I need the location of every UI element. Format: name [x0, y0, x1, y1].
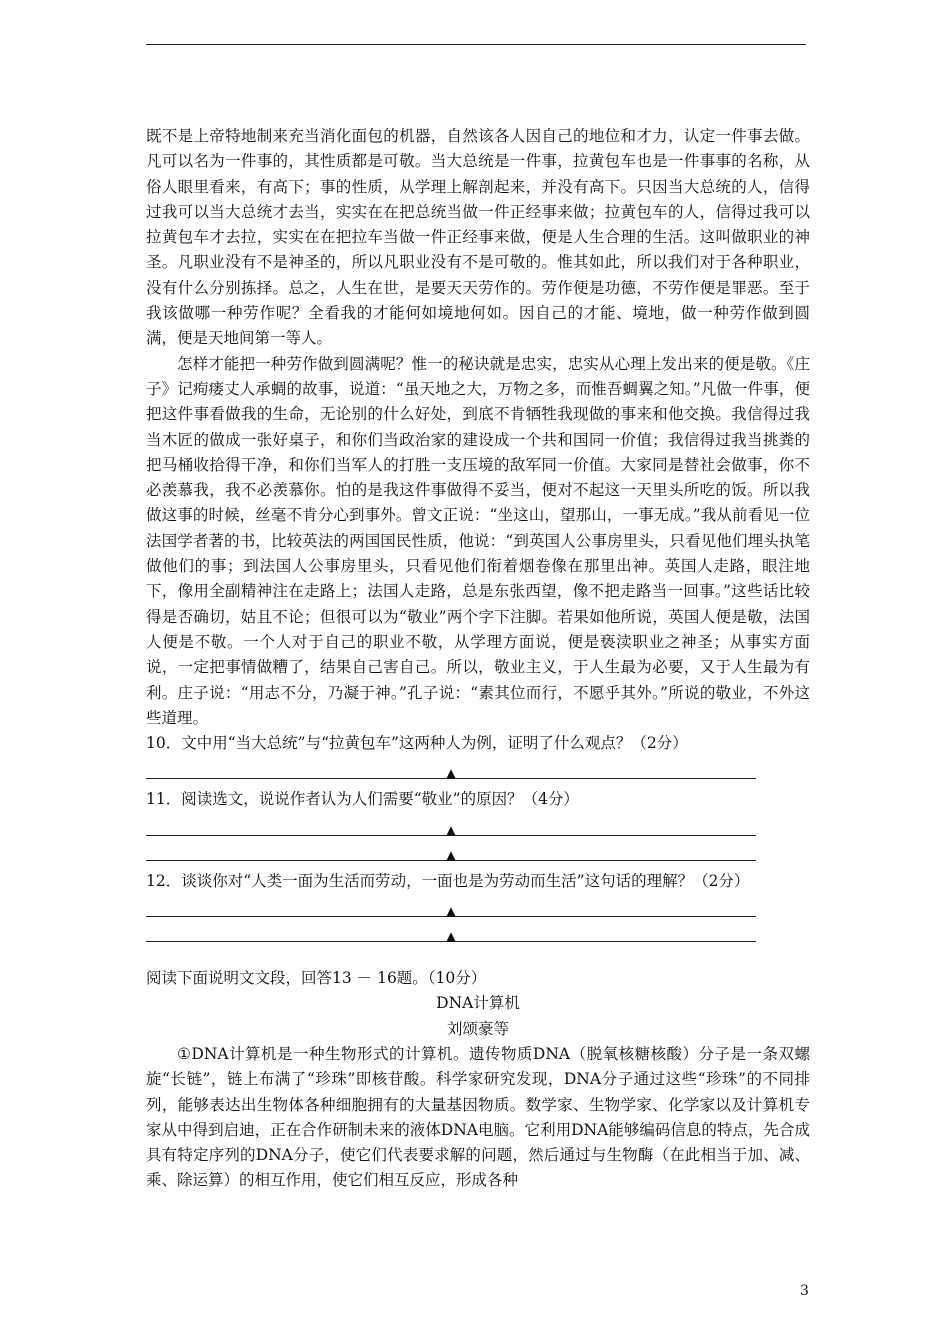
- answer-line-12-2[interactable]: [146, 919, 756, 942]
- answer-marker: ▲: [446, 822, 456, 837]
- answer-line-12-1[interactable]: [146, 894, 756, 917]
- answer-line-10-1[interactable]: [146, 756, 756, 779]
- answer-line-11-1[interactable]: [146, 813, 756, 836]
- answer-marker: ▲: [446, 766, 456, 781]
- page-body: [146, 124, 810, 1194]
- question-12: 12．谈谈你对“人类一面为生活而劳动，一面也是为劳动而生活”这句话的理解？（2分）: [146, 871, 750, 890]
- question-11: 11．阅读选文，说说作者认为人们需要“敬业”的原因？（4分）: [146, 790, 579, 809]
- article-title: DNA计算机: [436, 994, 520, 1013]
- page-number: 3: [800, 1283, 809, 1299]
- answer-line-11-2[interactable]: [146, 838, 756, 861]
- passage-paragraph-1: 既不是上帝特地制来充当消化面包的机器，自然该各人因自己的地位和才力，认定一件事去做。凡可以名为一件事的，其性质都是可敬。当大总统是一件事，拉黄包车也是一件事事的名称，从俗人眼里看来，有高下；事的性质，从学理上解剖起来，并没有高下。只因当大总统的人，信得过我可以当大总统才去当，实实在在把总统当做一件正经事来做；拉黄包车的人，信得过我可以拉黄包车才去拉，实实在在把拉车当做一件正经事来做，便是人生合理的生活。这叫做职业的神圣。凡职业没有不是神圣的，所以凡职业没有不是可敬的。惟其如此，所以我们对于各种职业，没有什么分别拣择。总之，人生在世，是要天天劳作的。劳作便是功德，不劳作便是罪恶。至于我该做哪一种劳作呢？全看我的才能何如境地何如。因自己的才能、境地，做一种劳作做到圆满，便是天地间第一等人。: [146, 127, 810, 348]
- article-author: 刘颂豪等: [446, 1019, 509, 1038]
- article-paragraph-1: ①DNA计算机是一种生物形式的计算机。遗传物质DNA（脱氧核糖核酸）分子是一条双螺旋“长链”，链上布满了“珍珠”即核苷酸。科学家研究发现，DNA分子通过这些“珍珠”的不同排列，能够表达出生物体各种细胞拥有的大量基因物质。数学家、生物学家、化学家以及计算机专家从中得到启迪，正在合作研制未来的液体DNA电脑。它利用DNA能够编码信息的特点，先合成具有特定序列的DNA分子，使它们代表要求解的问题，然后通过与生物酶（在此相当于加、减、乘、除运算）的相互作用，使它们相互反应，形成各种: [146, 1044, 810, 1190]
- section-intro: 阅读下面说明文文段，回答13 － 16题。（10分）: [146, 969, 487, 988]
- answer-marker: ▲: [446, 904, 456, 919]
- answer-marker: ▲: [446, 929, 456, 944]
- question-10: 10．文中用“当大总统”与“拉黄包车”这两种人为例，证明了什么观点？（2分）: [146, 734, 688, 753]
- answer-marker: ▲: [446, 847, 456, 862]
- header-rule: [146, 44, 806, 45]
- passage-paragraph-2: 怎样才能把一种劳作做到圆满呢？惟一的秘诀就是忠实，忠实从心理上发出来的便是敬。《庄子》记痀瘘丈人承蜩的故事，说道：“虽天地之大，万物之多，而惟吾蜩翼之知。”凡做一件事，便把这件事看做我的生命，无论别的什么好处，到底不肯牺牲我现做的事来和他交换。我信得过我当木匠的做成一张好桌子，和你们当政治家的建设成一个共和国同一价值；我信得过我当挑粪的把马桶收拾得干净，和你们当军人的打胜一支压境的敌军同一价值。大家同是替社会做事，你不必羡慕我，我不必羡慕你。怕的是我这件事做得不妥当，便对不起这一天里头所吃的饭。所以我做这事的时候，丝毫不肯分心到事外。曾文正说：“坐这山，望那山，一事无成。”我从前看见一位法国学者著的书，比较英法的两国国民性质，他说：“到英国人公事房里头，只看见他们埋头执笔做他们的事；到法国人公事房里头，只看见他们衔着烟卷像在那里出神。英国人走路，眼注地下，像用全副精神注在走路上；法国人走路，总是东张西望，像不把走路当一回事。”这些话比较得是否确切，姑且不论；但很可以为“敬业”两个字下注脚。若果如他所说，英国人便是敬，法国人便是不敬。一个人对于自己的职业不敬，从学理方面说，便是亵渎职业之神圣；从事实方面说，一定把事情做糟了，结果自己害自己。所以，敬业主义，于人生最为必要，又于人生最为有利。庄子说：“用志不分，乃凝于神。”孔子说：“素其位而行，不愿乎其外。”所说的敬业，不外这些道理。: [146, 354, 810, 727]
